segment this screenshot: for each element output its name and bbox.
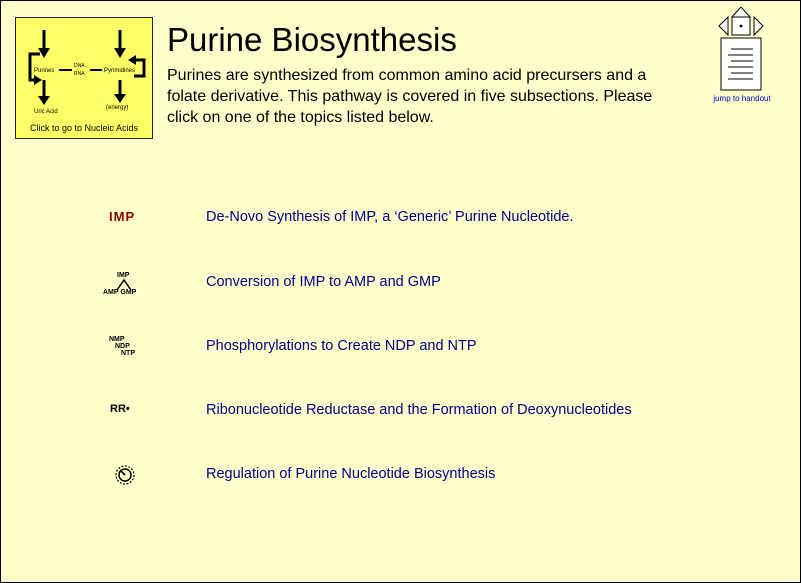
rr-radical-icon[interactable] <box>99 396 155 426</box>
purines-label: Purines <box>34 68 55 74</box>
nav-arrows-icon[interactable] <box>719 7 763 35</box>
intro-text: Purines are synthesized from common amino acid precursers and a folate derivative. This pathway is covered in five subsections. Please click on one of the topics listed below. <box>167 67 653 126</box>
handout-document-icon[interactable] <box>721 38 761 90</box>
conv-top-label: IMP <box>117 272 130 279</box>
energy-label: (energy) <box>106 105 129 111</box>
topic-row-de-novo <box>1 203 800 233</box>
topic-row-conversion <box>1 268 800 298</box>
phos-label-3: NTP <box>121 350 135 357</box>
regulation-dial-icon[interactable] <box>99 460 155 490</box>
topic-row-phosphorylations <box>1 332 800 362</box>
topic-link-de-novo[interactable]: De-Novo Synthesis of IMP, a ‘Generic’ Purine Nucleotide. <box>206 209 574 225</box>
thumbnail-caption: Click to go to Nucleic Acids <box>29 123 139 133</box>
rna-label: RNA <box>74 71 85 77</box>
handout-nav <box>701 7 783 107</box>
rr-icon-label: RR• <box>110 403 130 415</box>
topic-link-conversion[interactable]: Conversion of IMP to AMP and GMP <box>206 274 441 290</box>
topic-link-phosphorylations[interactable]: Phosphorylations to Create NDP and NTP <box>206 338 477 354</box>
topic-link-regulation[interactable]: Regulation of Purine Nucleotide Biosynthesis <box>206 466 496 482</box>
topic-link-ribonucleotide-reductase[interactable]: Ribonucleotide Reductase and the Formation of Deoxynucleotides <box>206 402 632 418</box>
phos-label-1: NMP <box>109 336 125 343</box>
pathway-diagram-icon <box>16 18 152 138</box>
page-title: Purine Biosynthesis <box>167 21 457 58</box>
jump-to-handout-link[interactable]: jump to handout <box>713 94 771 103</box>
topic-row-regulation <box>1 460 800 490</box>
conv-bottom-label: AMP GMP <box>103 289 137 296</box>
nucleic-acids-thumbnail-button[interactable] <box>15 17 153 139</box>
topic-row-ribonucleotide-reductase <box>1 396 800 426</box>
imp-conversion-icon[interactable] <box>99 268 155 298</box>
imp-icon-label: IMP <box>109 209 136 224</box>
phos-label-2: NDP <box>115 343 130 350</box>
uric-acid-label: Uric Acid <box>34 109 58 115</box>
imp-icon[interactable] <box>99 203 155 233</box>
nmp-ndp-ntp-icon[interactable] <box>99 332 155 362</box>
pyrimidines-label: Pyrimidines <box>104 68 136 74</box>
dna-label: DNA <box>74 63 85 69</box>
